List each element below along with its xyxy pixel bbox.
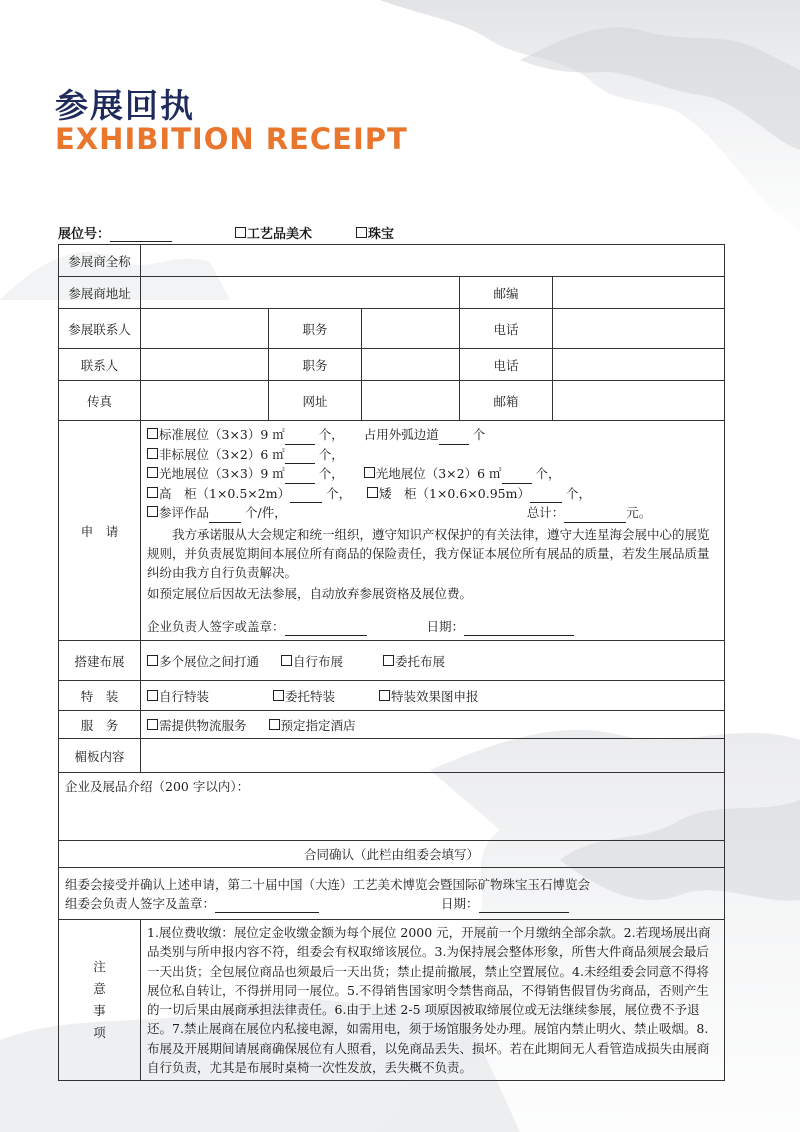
category-option-crafts[interactable] (235, 223, 312, 242)
checkbox[interactable] (379, 690, 390, 701)
receipt-form-table (58, 244, 725, 1081)
organizer-date[interactable] (479, 912, 569, 913)
apply-line-entries: 参评作品 个/件， 总计： 元。 (147, 503, 718, 523)
build-options (141, 641, 725, 681)
service-option-hotel[interactable]: 预定指定酒店 (269, 716, 356, 734)
exhibitor-name-label: 参展商全称 (59, 245, 141, 277)
position-input-2[interactable] (362, 349, 460, 381)
decor-options (141, 681, 725, 711)
position-label: 职务 (269, 309, 362, 349)
booth-number-input[interactable] (110, 241, 172, 242)
apply-line-standard: 标准展位（3×3）9 ㎡ 个， 占用外弧边道 个 (147, 425, 718, 445)
service-options (141, 711, 725, 739)
exhibitor-name-input[interactable] (141, 245, 725, 277)
contract-text: 组委会接受并确认上述申请，第二十届中国（大连）工艺美术博览会暨国际矿物珠宝玉石博览会 (65, 876, 591, 892)
fax-label: 传真 (59, 381, 141, 421)
apply-line-nonstandard: 非标展位（3×2）6 ㎡ 个， (147, 445, 718, 465)
build-label: 搭建布展 (59, 641, 141, 681)
phone-label-2: 电话 (460, 349, 553, 381)
applicant-date[interactable] (464, 635, 574, 636)
service-label: 服 务 (59, 711, 141, 739)
decor-option-self[interactable]: 自行特装 (147, 687, 209, 705)
category-option-jewelry[interactable] (356, 223, 394, 242)
decor-label: 特 装 (59, 681, 141, 711)
checkbox[interactable] (269, 719, 280, 730)
forfeit-text: 如预定展位后因故无法参展，自动放弃参展资格及展位费。 (147, 585, 473, 601)
build-option-entrust[interactable]: 委托布展 (383, 652, 445, 670)
contact-input[interactable] (141, 349, 269, 381)
checkbox[interactable] (147, 655, 158, 666)
email-input[interactable] (553, 381, 725, 421)
service-option-logistics[interactable]: 需提供物流服务 (147, 716, 247, 734)
apply-label: 申 请 (59, 421, 141, 641)
checkbox[interactable] (147, 719, 158, 730)
notes-text: 1.展位费收缴：展位定金收缴金额为每个展位 2000 元，开展前一个月缴纳全部余款。2.若现场展出商品类别与所申报内容不符，组委会有权取缔该展位。3.为保持展会整体形象，所售大件商品须展会最后一天出货；全包展位商品也须最后一天出货；禁止提前撤展，禁止空置展位。4.未经组委会同意不得将展位私自转让，不得拼用同一展位。5.不得销售国家明令禁售商品，不得销售假冒伪劣商品，否则产生的一切后果由展商承担法律责任。6.由于上述 2-5 项原因被取缔展位或无法继续参展，展位费不予退还。7.禁止展商在展位内私接电源，如需用电，须于场馆服务处办理。展馆内禁止明火、禁止吸烟。8.布展及开展期间请展商确保展位有人照看，以免商品丢失、损坏。若在此期间无人看管造成损失由展商自行负责，尤其是布展时桌椅一次性发放，丢失概不负责。 (141, 920, 725, 1081)
apply-line-cabinets: 高 柜（1×0.5×2m） 个， 矮 柜（1×0.6×0.95m） 个， (147, 484, 718, 504)
intro-field[interactable] (59, 773, 725, 841)
contact-label: 联系人 (59, 349, 141, 381)
contact-person-label: 参展联系人 (59, 309, 141, 349)
checkbox[interactable] (147, 487, 158, 498)
lintel-label: 楣板内容 (59, 739, 141, 773)
contract-title: 合同确认（此栏由组委会填写） (59, 841, 725, 868)
checkbox[interactable] (281, 655, 292, 666)
page-title-en: EXHIBITION RECEIPT (55, 122, 408, 156)
booth-number-field (58, 223, 172, 242)
arc-aisle-count[interactable] (439, 444, 469, 445)
option-label: 珠宝 (368, 227, 395, 242)
checkbox[interactable] (147, 690, 158, 701)
apply-section (141, 421, 725, 641)
contract-sign-line: 组委会负责人签字及盖章： 日期： (65, 894, 718, 913)
checkbox[interactable] (147, 506, 158, 517)
page-title-cn: 参展回执 (55, 86, 195, 125)
website-input[interactable] (362, 381, 460, 421)
checkbox[interactable] (383, 655, 394, 666)
entries-count[interactable] (209, 522, 241, 523)
booth-number-label: 展位号： (58, 227, 111, 242)
contract-confirmation (59, 868, 725, 920)
phone-label: 电话 (460, 309, 553, 349)
total-amount[interactable] (564, 522, 626, 523)
checkbox[interactable] (367, 487, 378, 498)
checkbox[interactable] (147, 467, 158, 478)
exhibitor-address-label: 参展商地址 (59, 277, 141, 309)
contact-person-input[interactable] (141, 309, 269, 349)
notes-label: 注 意 事 项 (59, 920, 141, 1081)
option-label: 工艺品美术 (247, 227, 313, 242)
apply-line-raw-space: 光地展位（3×3）9 ㎡ 个， 光地展位（3×2）6 ㎡ 个， (147, 464, 718, 484)
decor-option-design[interactable]: 特装效果图申报 (379, 687, 479, 705)
build-option-connect[interactable]: 多个展位之间打通 (147, 652, 259, 670)
position-input[interactable] (362, 309, 460, 349)
postcode-input[interactable] (553, 277, 725, 309)
apply-sign-line: 企业负责人签字或盖章： 日期： (147, 617, 718, 637)
commitment-text: 我方承诺服从大会规定和统一组织，遵守知识产权保护的有关法律，遵守大连星海会展中心的展览规则，并负责展览期间本展位所有商品的保险责任，我方保证本展位所有展品的质量，若发生展品质量纠纷由我方自行负责解决。 (147, 526, 710, 580)
exhibitor-address-input[interactable] (141, 277, 460, 309)
lintel-input[interactable] (141, 739, 725, 773)
applicant-signature[interactable] (285, 635, 367, 636)
intro-label: 企业及展品介绍（200 字以内）： (65, 779, 250, 794)
build-option-self[interactable]: 自行布展 (281, 652, 343, 670)
position-label-2: 职务 (269, 349, 362, 381)
postcode-label: 邮编 (460, 277, 553, 309)
fax-input[interactable] (141, 381, 269, 421)
checkbox[interactable] (235, 227, 246, 238)
phone-input-2[interactable] (553, 349, 725, 381)
checkbox[interactable] (273, 690, 284, 701)
decor-option-entrust[interactable]: 委托特装 (273, 687, 335, 705)
phone-input[interactable] (553, 309, 725, 349)
checkbox[interactable] (147, 448, 158, 459)
checkbox[interactable] (147, 428, 158, 439)
email-label: 邮箱 (460, 381, 553, 421)
organizer-signature[interactable] (215, 912, 319, 913)
checkbox[interactable] (356, 227, 367, 238)
website-label: 网址 (269, 381, 362, 421)
checkbox[interactable] (364, 467, 375, 478)
